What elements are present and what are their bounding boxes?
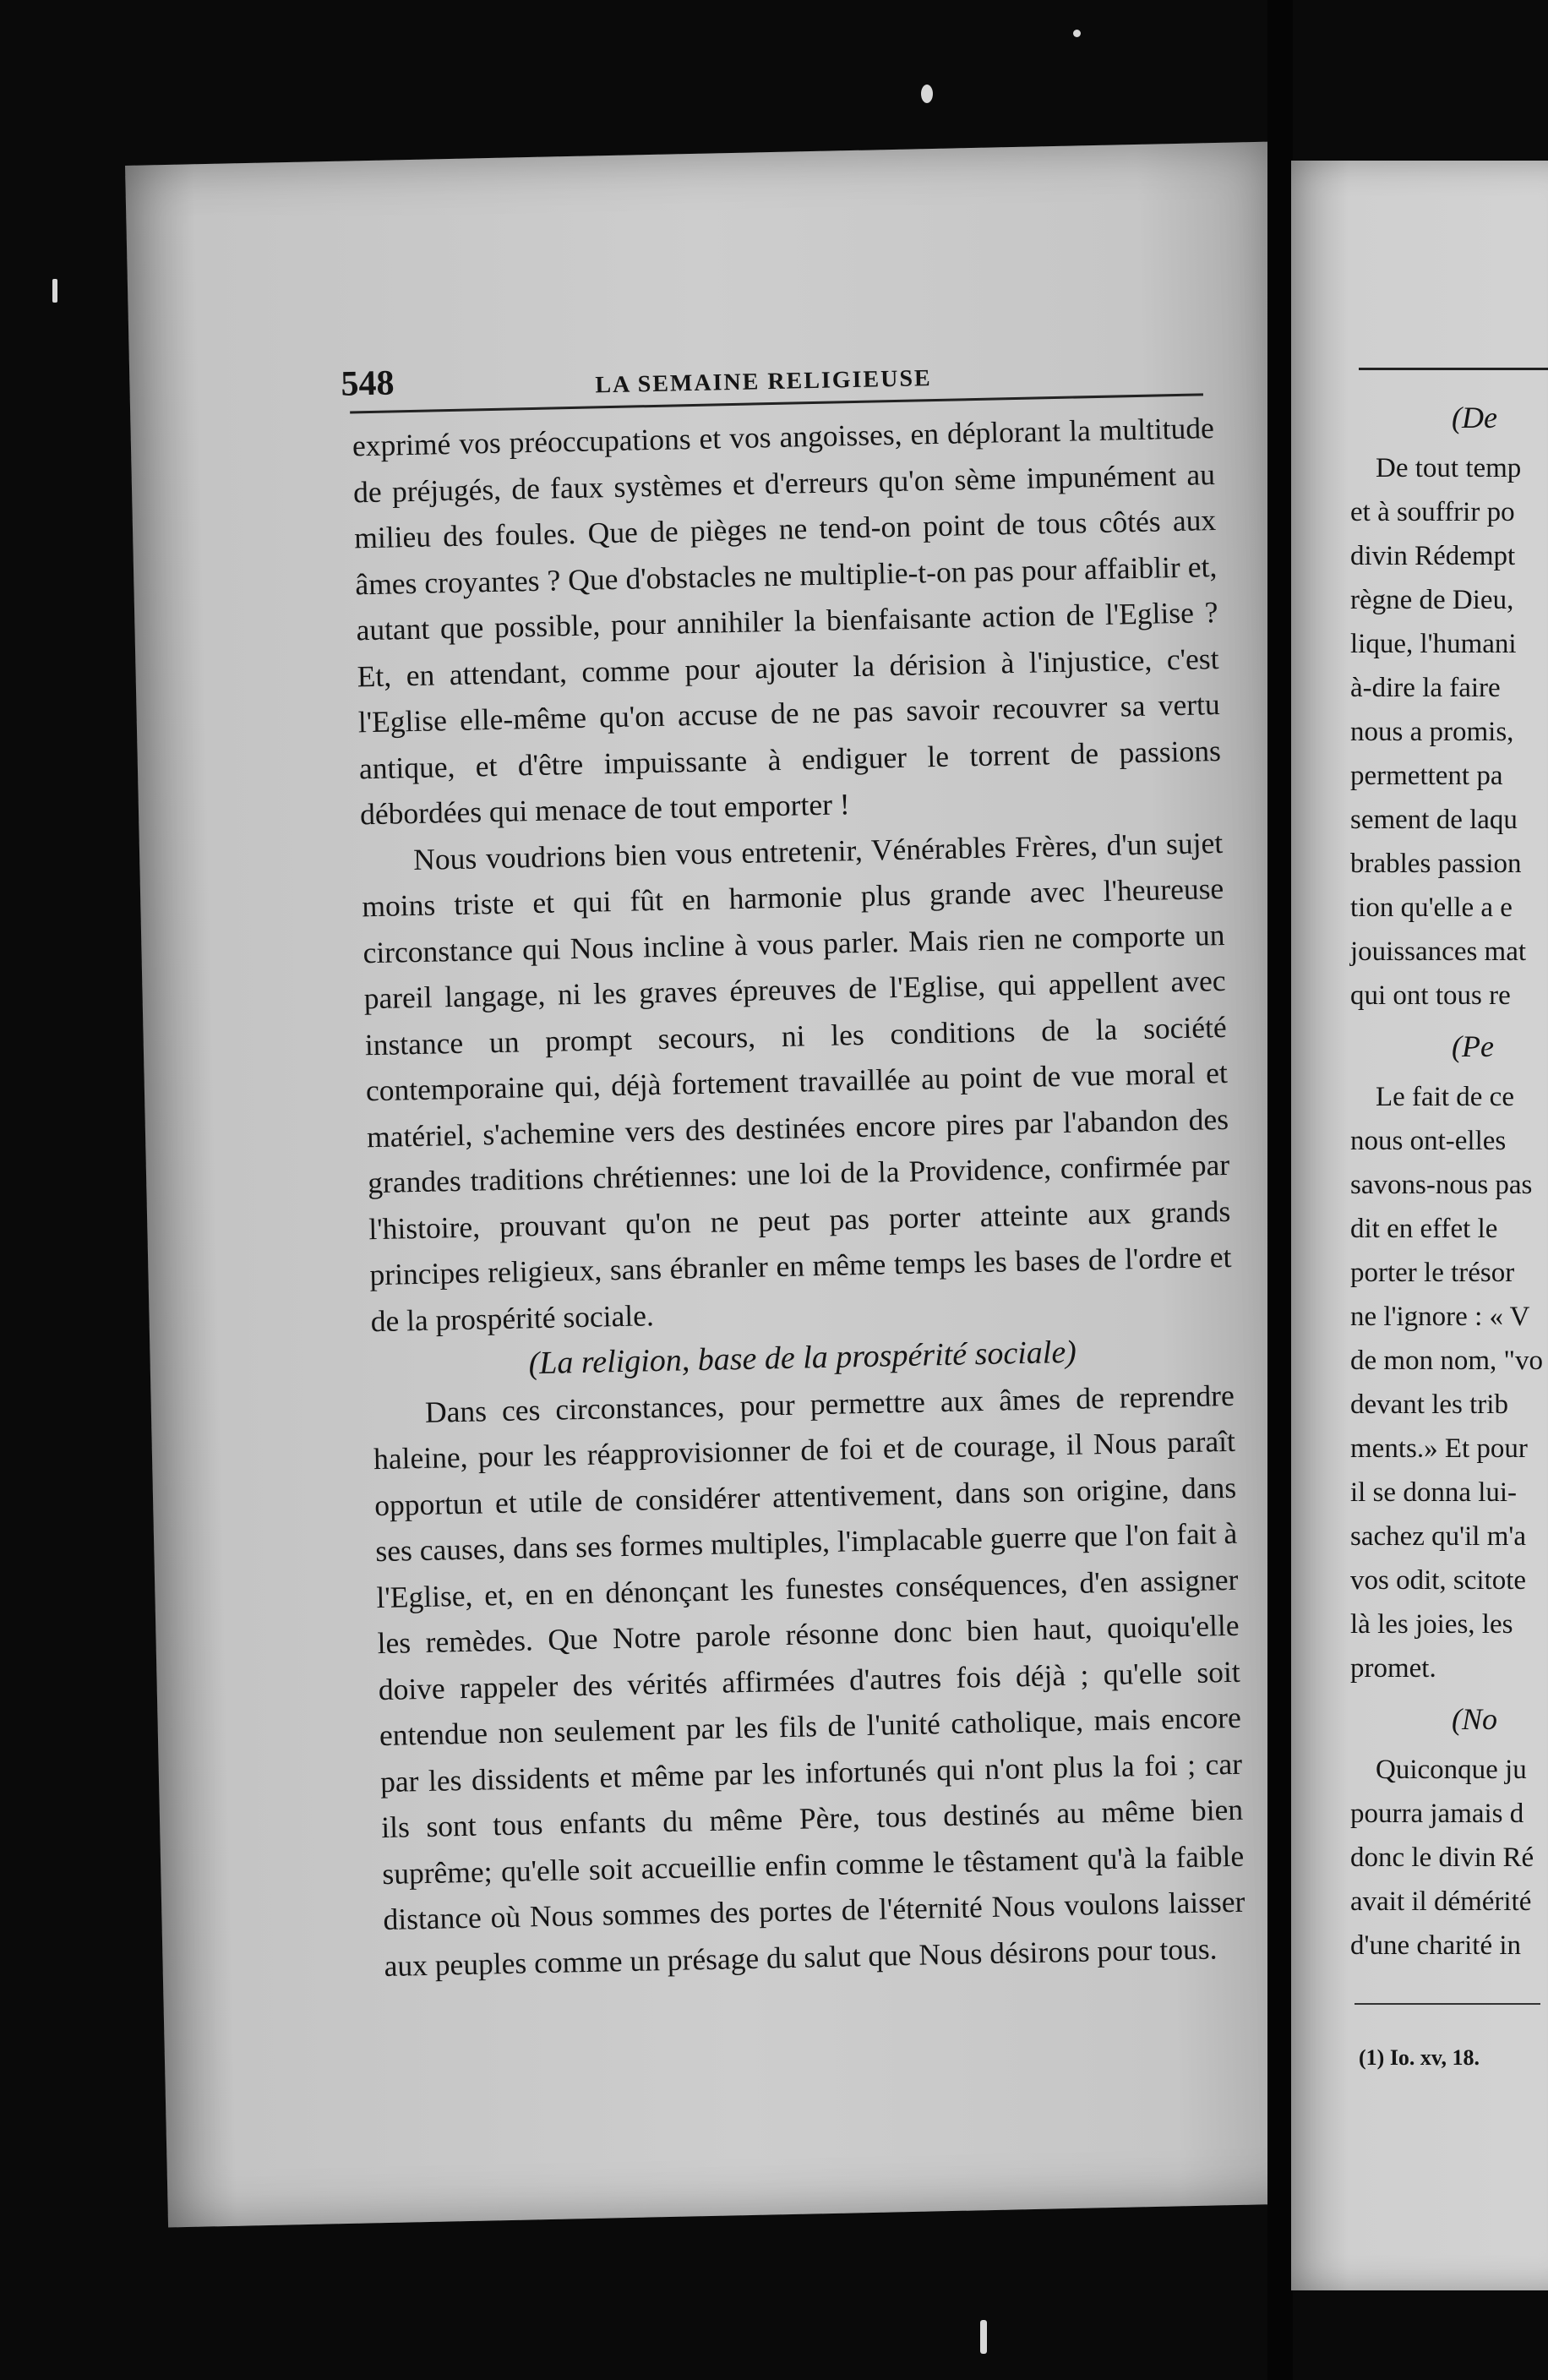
right-section-heading: (No: [1452, 1702, 1497, 1736]
paragraph-2: Nous voudrions bien vous entretenir, Vénérables Frères, d'un sujet moins triste et qui fût en harmonie plus grande avec l'heureuse circonstance qui Nous incline à vous parler. Mais rien ne comporte un pareil langage, ni les graves épreuves de l'Eglise, qui appellent avec instance un prompt secours, ni les conditions de la société contemporaine qui, déjà fortement travaillée au point de vue moral et matériel, s'achemine vers des destinées encore pires par l'abandon des grandes traditions chrétiennes: une loi de la Providence, confirmée par l'histoire, prouvant qu'on ne peut pas porter atteinte aux grands principes religieux, sans ébranler en même temps les bases de l'ordre et de la prospérité sociale.: [361, 825, 1232, 1338]
right-text-line: donc le divin Ré: [1350, 1842, 1534, 1873]
right-text-line: pourra jamais d: [1350, 1799, 1524, 1829]
footnote: (1) Io. xv, 18.: [1359, 2045, 1480, 2070]
right-text-line: dit en effet le: [1350, 1214, 1498, 1244]
right-text-line: nous a promis,: [1350, 717, 1514, 747]
right-text-line: sement de laqu: [1350, 805, 1518, 835]
right-text-line: devant les trib: [1350, 1389, 1508, 1420]
right-text-line: avait il démérité: [1350, 1886, 1532, 1917]
right-section-heading: (De: [1452, 401, 1497, 434]
right-text-line: De tout temp: [1376, 453, 1522, 483]
right-text-line: de mon nom, "vo: [1350, 1346, 1543, 1376]
paragraph-1: exprimé vos préoccupations et vos angoisses, en déplorant la multitude de préjugés, de faux systèmes et d'erreurs qu'on sème impunément au milieu des foules. Que de pièges ne tend-on point de tous côtés aux âmes croyantes ? Que d'obstacles ne multiplie-t-on pas pour affaiblir et, autant que possible, pour annihiler la bienfaisante action de l'Eglise ? Et, en attendant, comme pour ajouter la dérision à l'injustice, c'est l'Eglise elle-même qu'on accuse de ne pas savoir recouvrer sa vertu antique, et d'être impuissante à endiguer le torrent de passions débordées qui menace de tout emporter !: [352, 411, 1222, 832]
body-text: [352, 405, 1246, 1989]
right-text-line: lique, l'humani: [1350, 629, 1517, 659]
right-text-line: vos odit, scitote: [1350, 1565, 1527, 1596]
right-text-line: tion qu'elle a e: [1350, 892, 1513, 923]
right-text-line: il se donna lui-: [1350, 1477, 1518, 1508]
right-text-line: divin Rédempt: [1350, 541, 1516, 571]
section-heading: (La religion, base de la prospérité sociale): [528, 1334, 1077, 1382]
footnote-rule: [1354, 2003, 1540, 2005]
right-text-line: ne l'ignore : « V: [1350, 1302, 1530, 1332]
right-text-line: savons-nous pas: [1350, 1170, 1533, 1200]
left-page: [125, 142, 1317, 2228]
running-header-title: LA SEMAINE RELIGIEUSE: [595, 365, 932, 399]
right-text-line: règne de Dieu,: [1350, 585, 1514, 615]
dust-speck: [980, 2320, 987, 2354]
right-header-rule: [1359, 368, 1548, 370]
gutter: [1267, 0, 1293, 2380]
right-text-line: nous ont-elles: [1350, 1126, 1507, 1156]
dust-speck: [52, 279, 57, 303]
page-number: 548: [340, 363, 395, 404]
right-text-line: sachez qu'il m'a: [1350, 1521, 1526, 1552]
right-text-line: permettent pa: [1350, 761, 1503, 791]
right-text-line: là les joies, les: [1350, 1609, 1513, 1640]
right-text-line: brables passion: [1350, 849, 1522, 879]
right-text-line: jouissances mat: [1350, 936, 1527, 967]
right-text-line: Le fait de ce: [1376, 1082, 1514, 1112]
right-text-line: Quiconque ju: [1376, 1755, 1527, 1785]
right-text-line: d'une charité in: [1350, 1930, 1522, 1961]
right-page-cropped: [1291, 161, 1548, 2290]
right-text-line: ments.» Et pour: [1350, 1433, 1528, 1464]
right-page-text: [1350, 389, 1548, 1968]
right-text-line: porter le trésor: [1350, 1258, 1515, 1288]
dust-speck: [921, 85, 933, 103]
paragraph-3: Dans ces circonstances, pour permettre aux âmes de reprendre haleine, pour les réapprovisionner de foi et de courage, il Nous paraît opportun et utile de considérer attentivement, dans son origine, dans ses causes, dans ses formes multiples, l'implacable guerre que l'on fait à l'Eglise, et, en en dénonçant les funestes conséquences, d'en assigner les remèdes. Que Notre parole résonne donc bien haut, quoiqu'elle doive rappeler des vérités affirmées d'autres fois déjà ; qu'elle soit entendue non seulement par les fils de l'unité catholique, mais encore par les dissidents et même par les infortunés qui n'ont plus la foi ; car ils sont tous enfants du même Père, tous destinés au même bien suprême; qu'elle soit accueillie enfin comme le têstament qu'à la faible distance où Nous sommes des portes de l'éternité Nous voulons laisser aux peuples comme un présage du salut que Nous désirons pour tous.: [373, 1378, 1245, 1983]
right-text-line: et à souffrir po: [1350, 497, 1515, 527]
right-text-line: qui ont tous re: [1350, 980, 1511, 1011]
right-section-heading: (Pe: [1452, 1029, 1494, 1063]
dust-speck: [1073, 30, 1081, 37]
right-text-line: à-dire la faire: [1350, 673, 1501, 703]
right-text-line: promet.: [1350, 1653, 1436, 1684]
